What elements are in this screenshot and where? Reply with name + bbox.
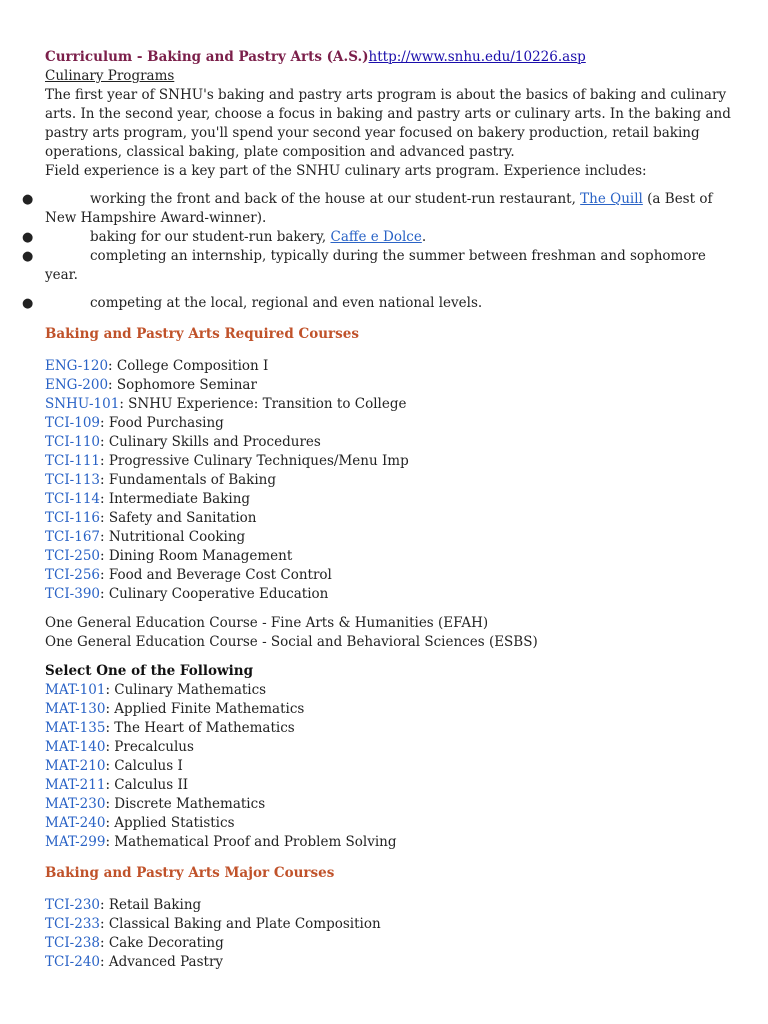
major-courses-heading: Baking and Pastry Arts Major Courses [45, 865, 335, 881]
course-row [45, 433, 735, 452]
course-code-link[interactable]: TCI-233 [45, 916, 100, 932]
course-code-link[interactable]: MAT-240 [45, 815, 106, 831]
course-row [45, 795, 735, 814]
course-row [45, 934, 735, 953]
course-code-link[interactable]: MAT-101 [45, 682, 106, 698]
course-code-link[interactable]: TCI-390 [45, 586, 100, 602]
course-name: : The Heart of Mathematics [105, 720, 295, 736]
course-code-link[interactable]: TCI-114 [45, 491, 100, 507]
course-row [45, 376, 735, 395]
course-name: : Dining Room Management [100, 548, 293, 564]
course-row [45, 814, 735, 833]
course-row [45, 681, 735, 700]
bullet-icon: ● [22, 192, 34, 207]
course-name: : Discrete Mathematics [105, 796, 266, 812]
course-code-link[interactable]: MAT-211 [45, 777, 106, 793]
course-row [45, 757, 735, 776]
select-courses-list [45, 681, 735, 852]
course-name: : Precalculus [105, 739, 194, 755]
document-content [22, 48, 735, 972]
course-code-link[interactable]: SNHU-101 [45, 396, 120, 412]
bullet-text: baking for our student-run bakery, [90, 229, 331, 245]
course-name: : Calculus II [105, 777, 189, 793]
course-name: : Culinary Mathematics [105, 682, 267, 698]
course-row [45, 357, 735, 376]
course-name: : Intermediate Baking [100, 491, 251, 507]
course-row [45, 490, 735, 509]
course-code-link[interactable]: MAT-135 [45, 720, 106, 736]
course-name: : Safety and Sanitation [100, 510, 257, 526]
list-item [22, 228, 735, 247]
gen-ed-efah: One General Education Course - Fine Arts & Humanities (EFAH) [45, 615, 489, 631]
course-row [45, 776, 735, 795]
course-code-link[interactable]: TCI-167 [45, 529, 100, 545]
course-row [45, 953, 735, 972]
course-code-link[interactable]: TCI-250 [45, 548, 100, 564]
course-name: : Classical Baking and Plate Composition [100, 916, 381, 932]
course-code-link[interactable]: TCI-256 [45, 567, 100, 583]
course-code-link[interactable]: ENG-200 [45, 377, 109, 393]
course-row [45, 528, 735, 547]
bullet-text: (a Best of New Hampshire Award-winner). [45, 191, 713, 226]
course-name: : Advanced Pastry [100, 954, 224, 970]
course-code-link[interactable]: TCI-109 [45, 415, 100, 431]
field-experience-paragraph: Field experience is a key part of the SNHU culinary arts program. Experience includes: [45, 163, 647, 179]
course-row [45, 452, 735, 471]
bullet-text: . [421, 229, 427, 245]
bullet-icon: ● [22, 249, 34, 264]
course-row [45, 719, 735, 738]
course-name: : Food and Beverage Cost Control [100, 567, 332, 583]
course-row [45, 547, 735, 566]
course-row [45, 833, 735, 852]
required-courses-list [45, 357, 735, 604]
major-courses-list [45, 896, 735, 972]
bullet-text: competing at the local, regional and even national levels. [90, 295, 483, 311]
select-one-heading: Select One of the Following [45, 663, 254, 679]
course-code-link[interactable]: TCI-238 [45, 935, 100, 951]
course-code-link[interactable]: MAT-130 [45, 701, 106, 717]
course-code-link[interactable]: MAT-230 [45, 796, 106, 812]
program-url-link[interactable]: http://www.snhu.edu/10226.asp [368, 49, 586, 65]
the-quill-link[interactable]: The Quill [580, 191, 643, 207]
course-code-link[interactable]: TCI-230 [45, 897, 100, 913]
course-code-link[interactable]: TCI-116 [45, 510, 100, 526]
gen-ed-esbs: One General Education Course - Social and Behavioral Sciences (ESBS) [45, 634, 538, 650]
course-code-link[interactable]: MAT-140 [45, 739, 106, 755]
course-name: : Nutritional Cooking [100, 529, 246, 545]
course-code-link[interactable]: TCI-111 [45, 453, 100, 469]
bullet-text: completing an internship, typically during the summer between freshman and sophomore year. [45, 248, 706, 283]
course-row [45, 395, 735, 414]
course-name: : SNHU Experience: Transition to College [119, 396, 407, 412]
course-row [45, 585, 735, 604]
course-name: : Sophomore Seminar [108, 377, 257, 393]
course-row [45, 700, 735, 719]
course-code-link[interactable]: ENG-120 [45, 358, 109, 374]
course-row [45, 896, 735, 915]
course-name: : Food Purchasing [100, 415, 224, 431]
bullet-text: working the front and back of the house at our student-run restaurant, [90, 191, 581, 207]
course-row [45, 471, 735, 490]
course-code-link[interactable]: MAT-299 [45, 834, 106, 850]
course-name: : Cake Decorating [100, 935, 224, 951]
list-item [22, 294, 735, 313]
required-courses-heading: Baking and Pastry Arts Required Courses [45, 326, 359, 342]
curriculum-title: Curriculum - Baking and Pastry Arts (A.S.) [45, 49, 369, 65]
course-code-link[interactable]: TCI-113 [45, 472, 100, 488]
experience-list [22, 190, 735, 313]
course-name: : Applied Statistics [105, 815, 235, 831]
culinary-programs-text: Culinary Programs [45, 68, 175, 84]
course-name: : Applied Finite Mathematics [105, 701, 305, 717]
course-code-link[interactable]: MAT-210 [45, 758, 106, 774]
course-name: : Mathematical Proof and Problem Solving [105, 834, 397, 850]
course-row [45, 414, 735, 433]
list-item [22, 190, 735, 228]
course-row [45, 915, 735, 934]
course-name: : Culinary Skills and Procedures [100, 434, 321, 450]
list-item [22, 247, 735, 285]
course-row [45, 509, 735, 528]
course-code-link[interactable]: TCI-240 [45, 954, 100, 970]
caffe-e-dolce-link[interactable]: Caffe e Dolce [330, 229, 422, 245]
course-row [45, 738, 735, 757]
bullet-icon: ● [22, 230, 34, 245]
course-name: : Culinary Cooperative Education [100, 586, 329, 602]
culinary-programs-label [45, 67, 735, 86]
course-row [45, 566, 735, 585]
course-name: : Calculus I [105, 758, 183, 774]
course-name: : Retail Baking [100, 897, 202, 913]
intro-paragraph: The first year of SNHU's baking and pastry arts program is about the basics of baking and culinary arts. In the second year, choose a focus in baking and pastry arts or culinary arts. In the baking and pastry arts program, you'll spend your second year focused on bakery production, retail baking operations, classical baking, plate composition and advanced pastry. [45, 87, 731, 160]
course-name: : Progressive Culinary Techniques/Menu Imp [100, 453, 409, 469]
course-name: : College Composition I [108, 358, 269, 374]
course-code-link[interactable]: TCI-110 [45, 434, 100, 450]
bullet-icon: ● [22, 296, 34, 311]
course-name: : Fundamentals of Baking [100, 472, 277, 488]
curriculum-header [45, 48, 735, 67]
